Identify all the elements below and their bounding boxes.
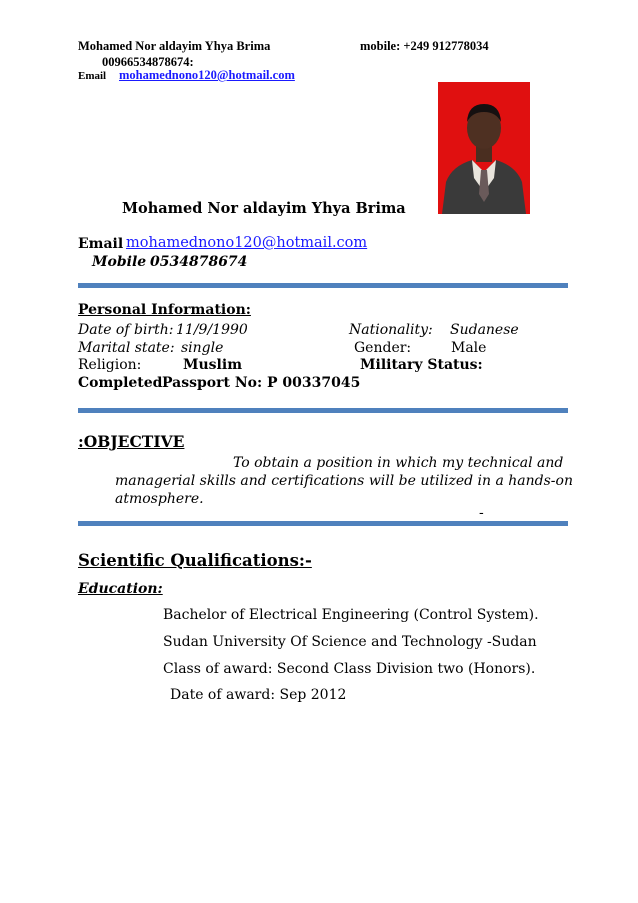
profile-email-label: Email xyxy=(78,236,124,252)
header-mobile: mobile: +249 912778034 xyxy=(360,39,489,53)
education-item-date: Date of award: Sep 2012 xyxy=(170,687,347,703)
profile-name: Mohamed Nor aldayim Yhya Brima xyxy=(122,200,406,217)
personal-heading: Personal Information: xyxy=(78,302,251,318)
education-item-class: Class of award: Second Class Division two (Honors). xyxy=(163,661,536,677)
dob-value: 11/9/1990 xyxy=(176,322,248,338)
marital-label: Marital state: xyxy=(78,340,175,356)
religion-label: Religion: xyxy=(78,357,142,373)
header-email-link[interactable]: mohamednono120@hotmail.com xyxy=(119,68,295,82)
education-item-university: Sudan University Of Science and Technology -Sudan xyxy=(163,634,537,650)
qualifications-heading: Scientific Qualifications:- xyxy=(78,551,312,570)
profile-email-link[interactable]: mohamednono120@hotmail.com xyxy=(126,235,368,251)
gender-label: Gender: xyxy=(354,340,412,356)
objective-line-3: atmosphere. xyxy=(115,491,204,507)
nationality-label: Nationality: xyxy=(349,322,433,338)
objective-heading: :OBJECTIVE xyxy=(78,432,185,451)
header-phone: 00966534878674: xyxy=(102,55,194,69)
header-email-label: Email xyxy=(78,70,107,82)
nationality-value: Sudanese xyxy=(450,322,519,338)
education-label: Education: xyxy=(78,581,163,597)
objective-line-1: To obtain a position in which my technical and xyxy=(233,455,564,471)
divider-rule xyxy=(78,408,568,413)
religion-value: Muslim xyxy=(183,357,243,373)
marital-value: single xyxy=(181,340,224,356)
dob-label: Date of birth: xyxy=(78,322,174,338)
passport-number: Passport No: P 00337045 xyxy=(162,375,361,391)
objective-dash: - xyxy=(479,505,484,521)
header-name: Mohamed Nor aldayim Yhya Brima xyxy=(78,39,271,53)
military-value: Completed xyxy=(78,375,163,391)
profile-photo xyxy=(438,82,530,214)
divider-rule xyxy=(78,521,568,526)
objective-line-2: managerial skills and certifications will be utilized in a hands-on xyxy=(115,473,573,489)
education-item-degree: Bachelor of Electrical Engineering (Control System). xyxy=(163,607,539,623)
divider-rule xyxy=(78,283,568,288)
military-label: Military Status: xyxy=(360,357,483,373)
profile-mobile: 0534878674 xyxy=(150,254,248,270)
gender-value: Male xyxy=(451,340,487,356)
person-silhouette-icon xyxy=(438,82,530,214)
profile-mobile-label: Mobile xyxy=(92,254,147,270)
